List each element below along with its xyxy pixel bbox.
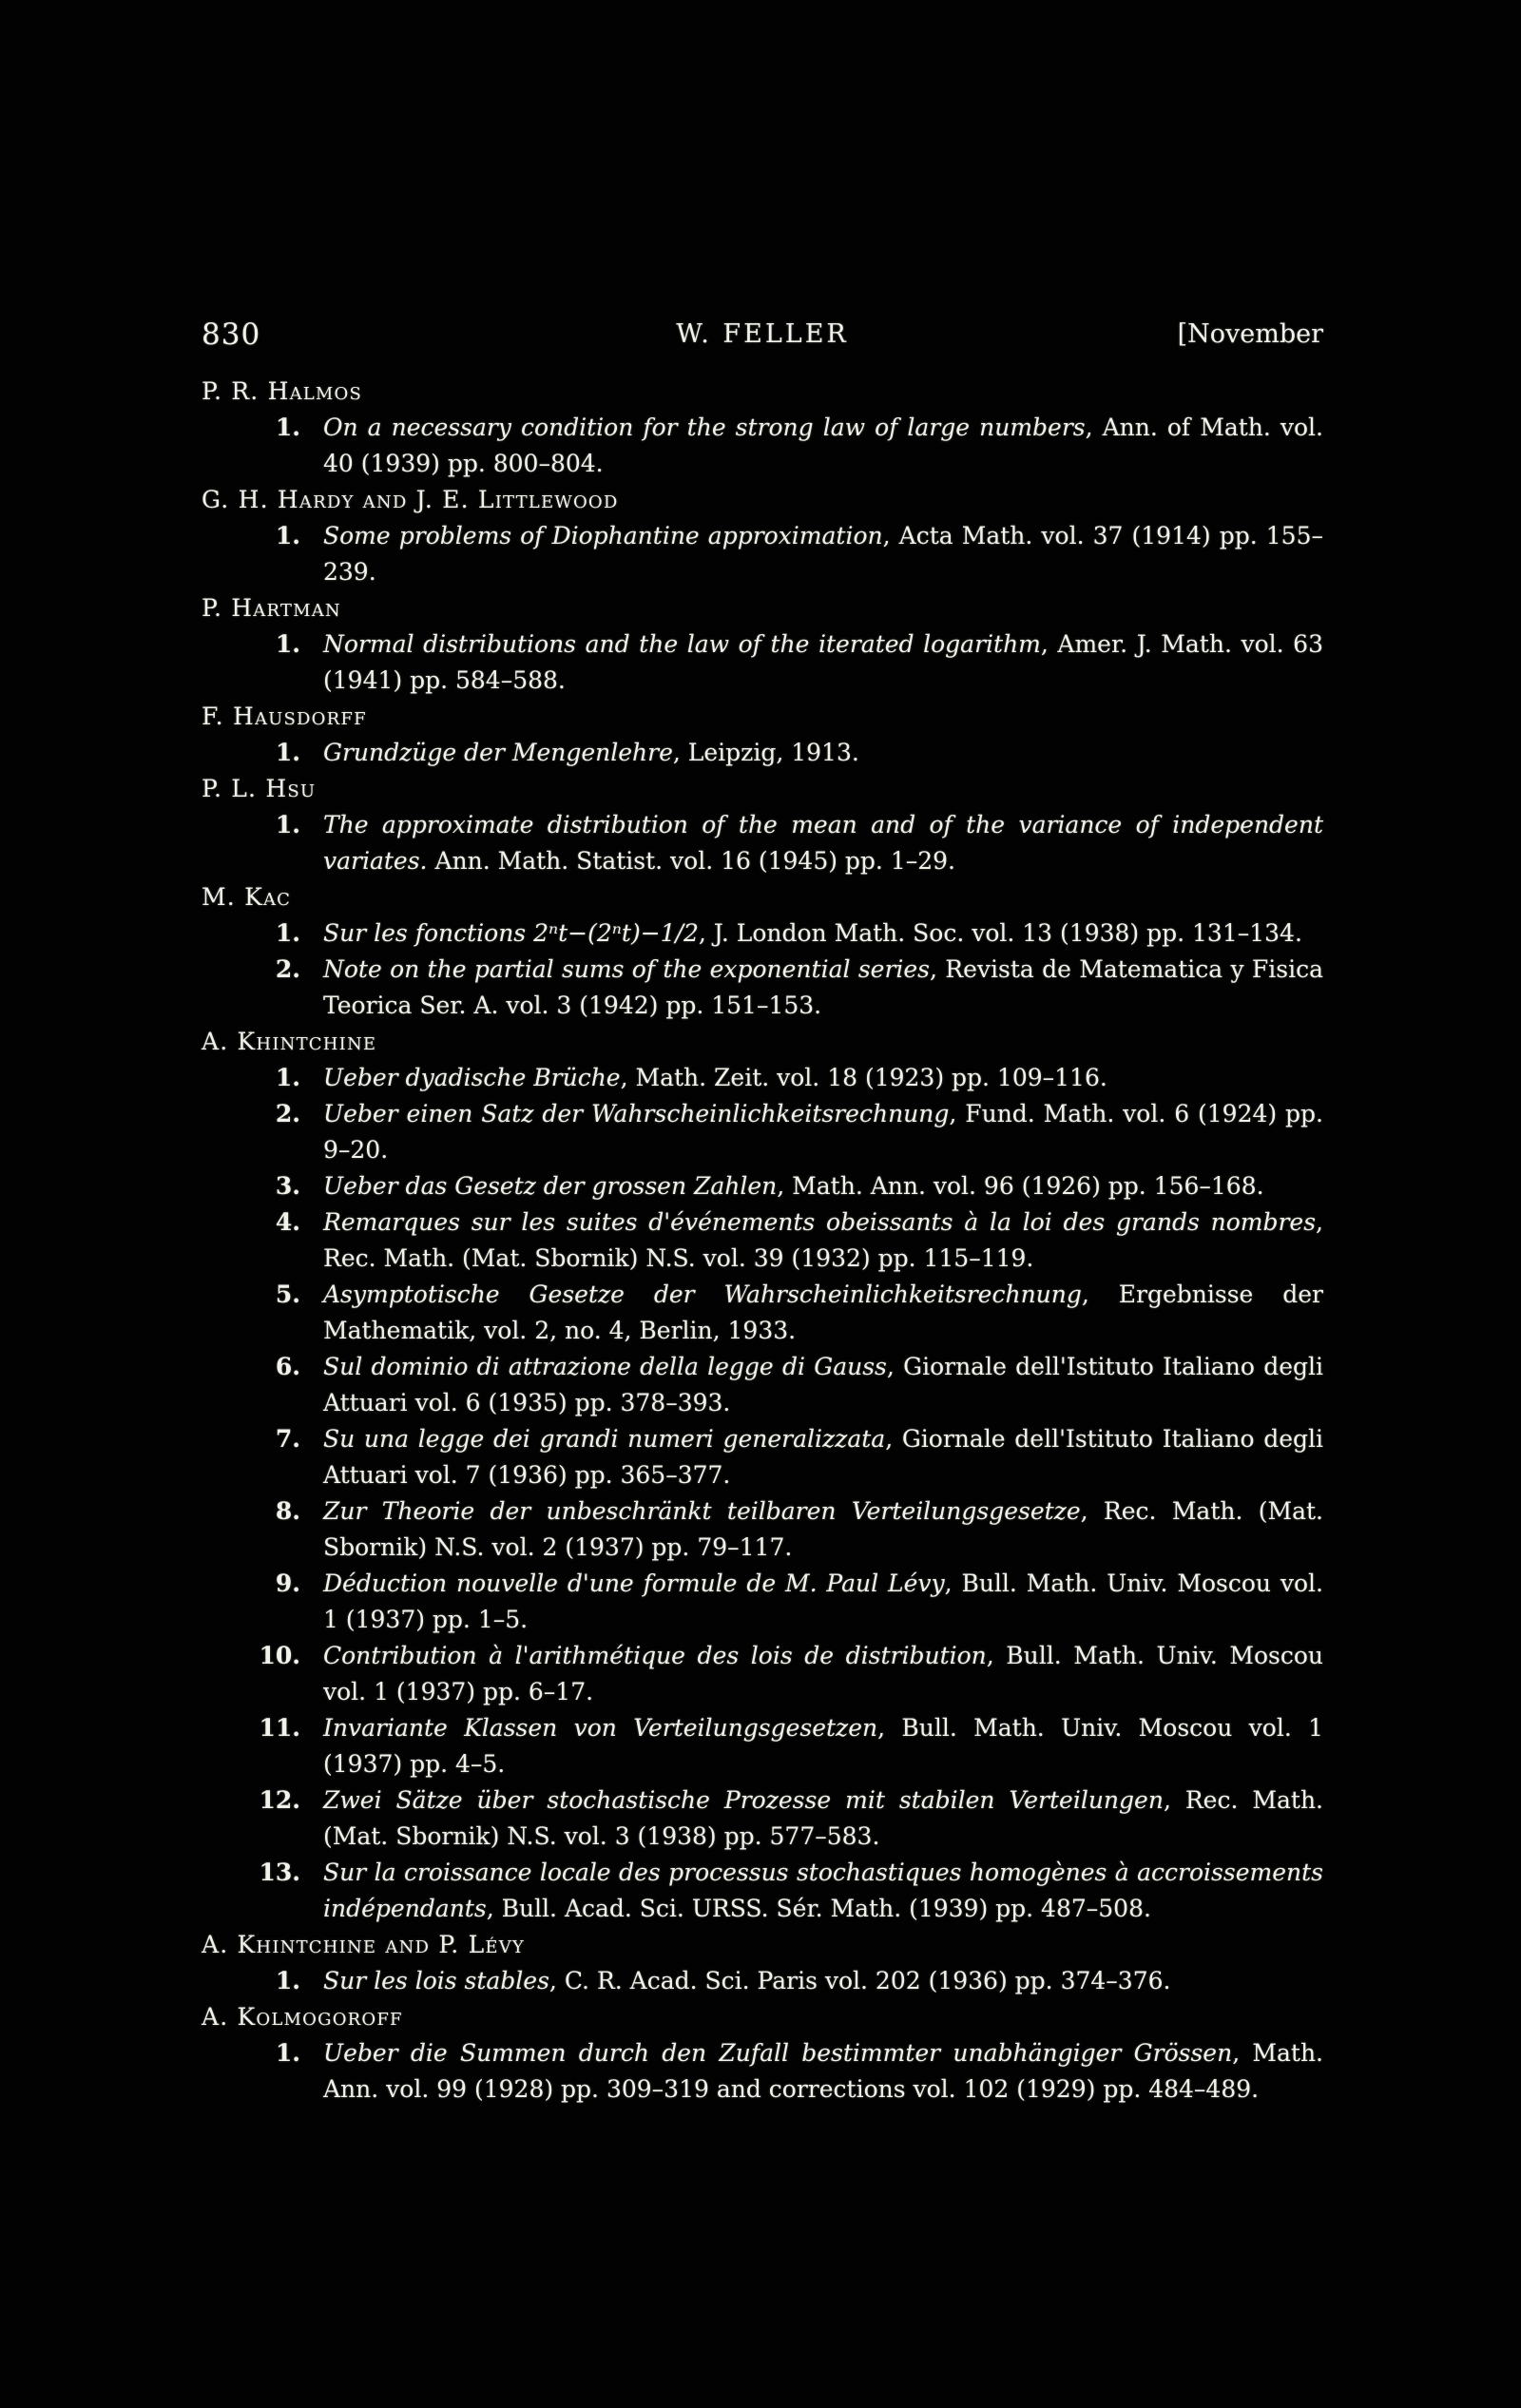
entry-list [202, 807, 1323, 879]
author-heading: F. Hausdorff [202, 703, 367, 730]
entry-title: Ueber das Gesetz der grossen Zahlen [323, 1172, 778, 1200]
entry-text [323, 1497, 1323, 1561]
entry-title: Asymptotische Gesetze der Wahrscheinlichkeitsrechnung [323, 1281, 1082, 1308]
entry-title: Sul dominio di attrazione della legge di Gauss [323, 1353, 887, 1380]
entry-number: 2. [275, 1100, 300, 1127]
entry-citation: , Bull. Math. Univ. Moscou vol. 1 (1937) pp. 4–5. [323, 1714, 1323, 1778]
bibliography-entry [202, 1277, 1323, 1349]
author-heading: P. L. Hsu [202, 775, 317, 802]
entry-title: Note on the partial sums of the exponential series [323, 955, 931, 983]
entry-number: 13. [259, 1859, 300, 1886]
entry-number: 4. [275, 1208, 300, 1236]
entry-list [202, 626, 1323, 699]
author-heading: A. Khintchine [202, 1028, 377, 1055]
entry-text [323, 1100, 1323, 1164]
bibliography-section [202, 879, 1323, 1024]
bibliography-entry [202, 2035, 1323, 2108]
entry-text [323, 1281, 1323, 1344]
entry-citation: , Ergebnisse der Mathematik, vol. 2, no. 4, Berlin, 1933. [323, 1281, 1323, 1344]
entry-citation: , J. London Math. Soc. vol. 13 (1938) pp. 131–134. [698, 919, 1302, 947]
bibliography-section [202, 1999, 1323, 2108]
entry-title: Invariante Klassen von Verteilungsgesetzen [323, 1714, 878, 1742]
entry-text [323, 1570, 1323, 1633]
entry-number: 1. [275, 739, 300, 766]
entry-number: 1. [275, 2039, 300, 2067]
entry-citation: , Ann. of Math. vol. 40 (1939) pp. 800–804. [323, 414, 1323, 477]
bibliography-entry [202, 952, 1323, 1024]
bibliography-entry [202, 1493, 1323, 1566]
entry-text [323, 811, 1323, 875]
entry-text [323, 1859, 1323, 1922]
entry-title: Déduction nouvelle d'une formule de M. Paul Lévy [323, 1570, 945, 1597]
bibliography-entry [202, 1060, 1323, 1096]
entry-text [323, 1714, 1323, 1778]
entry-citation: , Math. Ann. vol. 99 (1928) pp. 309–319 and corrections vol. 102 (1929) pp. 484–489. [323, 2039, 1324, 2103]
bibliography [202, 374, 1323, 2108]
issue-label: [November [1177, 319, 1323, 349]
entry-number: 1. [275, 811, 300, 838]
entry-citation: , Fund. Math. vol. 6 (1924) pp. 9–20. [323, 1100, 1323, 1164]
entry-text [323, 414, 1323, 477]
entry-title: Ueber dyadische Brüche [323, 1064, 621, 1091]
bibliography-section [202, 1927, 1323, 1999]
bibliography-section [202, 1024, 1323, 1927]
bibliography-entry [202, 1096, 1323, 1168]
author-heading: P. R. Halmos [202, 377, 363, 405]
entry-number: 1. [275, 414, 300, 441]
author-heading: M. Kac [202, 883, 292, 911]
entry-list [202, 410, 1323, 482]
entry-title: Ueber die Summen durch den Zufall bestimmter unabhängiger Grössen [323, 2039, 1233, 2067]
entry-title: Normal distributions and the law of the iterated logarithm [323, 630, 1041, 658]
entry-text [323, 630, 1323, 694]
bibliography-section [202, 590, 1323, 699]
entry-text [323, 1642, 1323, 1705]
entry-citation: , Giornale dell'Istituto Italiano degli Attuari vol. 6 (1935) pp. 378–393. [323, 1353, 1323, 1416]
entry-title: Some problems of Diophantine approximation [323, 522, 883, 549]
entry-list [202, 735, 1323, 771]
entry-text [323, 2039, 1323, 2103]
bibliography-entry [202, 1963, 1323, 1999]
bibliography-entry [202, 410, 1323, 482]
bibliography-entry [202, 518, 1323, 590]
entry-text [323, 1353, 1323, 1416]
entry-text [323, 1208, 1323, 1272]
author-heading: G. H. Hardy and J. E. Littlewood [202, 486, 619, 513]
entry-number: 10. [259, 1642, 300, 1669]
entry-text [323, 1064, 1107, 1091]
bibliography-entry [202, 1855, 1323, 1927]
page-number: 830 [202, 318, 261, 352]
entry-citation: , Rec. Math. (Mat. Sbornik) N.S. vol. 3 (1938) pp. 577–583. [323, 1786, 1324, 1850]
bibliography-section [202, 482, 1323, 590]
entry-title: Zur Theorie der unbeschränkt teilbaren Verteilungsgesetze [323, 1497, 1081, 1525]
entry-number: 1. [275, 1064, 300, 1091]
bibliography-entry [202, 626, 1323, 699]
entry-title: Contribution à l'arithmétique des lois de distribution [323, 1642, 987, 1669]
entry-citation: Ann. Math. Statist. vol. 16 (1945) pp. 1–29. [427, 847, 955, 875]
entry-citation: , Bull. Acad. Sci. URSS. Sér. Math. (1939) pp. 487–508. [486, 1895, 1151, 1922]
bibliography-entry [202, 1638, 1323, 1710]
entry-text [323, 1425, 1323, 1489]
entry-title: The approximate distribution of the mean and of the variance of independent variates. [323, 811, 1323, 875]
bibliography-section [202, 699, 1323, 771]
entry-number: 7. [275, 1425, 300, 1453]
author-heading: P. Hartman [202, 594, 341, 622]
running-head [202, 315, 1323, 355]
entry-number: 5. [275, 1281, 300, 1308]
entry-title: Su una legge dei grandi numeri generalizzata [323, 1425, 886, 1453]
entry-text [323, 522, 1323, 586]
entry-number: 1. [275, 522, 300, 549]
bibliography-entry [202, 1349, 1323, 1421]
entry-text [323, 955, 1323, 1019]
entry-citation: , Rec. Math. (Mat. Sbornik) N.S. vol. 39 (1932) pp. 115–119. [323, 1208, 1323, 1272]
bibliography-section [202, 771, 1323, 879]
entry-citation: , Amer. J. Math. vol. 63 (1941) pp. 584–588. [323, 630, 1323, 694]
entry-number: 9. [275, 1570, 300, 1597]
entry-number: 1. [275, 1967, 300, 1994]
entry-title: Ueber einen Satz der Wahrscheinlichkeitsrechnung [323, 1100, 950, 1127]
bibliography-entry [202, 1566, 1323, 1638]
entry-citation: , Rec. Math. (Mat. Sbornik) N.S. vol. 2 (1937) pp. 79–117. [323, 1497, 1323, 1561]
entry-text [323, 1967, 1170, 1994]
entry-text [323, 1172, 1264, 1200]
entry-citation: , Bull. Math. Univ. Moscou vol. 1 (1937) pp. 1–5. [323, 1570, 1323, 1633]
entry-citation: , C. R. Acad. Sci. Paris vol. 202 (1936) pp. 374–376. [549, 1967, 1171, 1994]
entry-number: 12. [259, 1786, 300, 1814]
entry-citation: , Giornale dell'Istituto Italiano degli Attuari vol. 7 (1936) pp. 365–377. [323, 1425, 1323, 1489]
bibliography-entry [202, 1421, 1323, 1493]
entry-citation: , Math. Zeit. vol. 18 (1923) pp. 109–116. [620, 1064, 1107, 1091]
entry-title: Sur la croissance locale des processus stochastiques homogènes à accroissements indépendants [323, 1859, 1323, 1922]
entry-text [323, 919, 1302, 947]
author-heading: A. Kolmogoroff [202, 2003, 403, 2031]
entry-text [323, 739, 859, 766]
entry-list [202, 1963, 1323, 1999]
bibliography-section [202, 374, 1323, 482]
entry-title: On a necessary condition for the strong law of large numbers [323, 414, 1086, 441]
entry-title: Grundzüge der Mengenlehre [323, 739, 673, 766]
entry-citation: , Revista de Matematica y Fisica Teorica Ser. A. vol. 3 (1942) pp. 151–153. [323, 955, 1323, 1019]
entry-list [202, 2035, 1323, 2108]
entry-list [202, 1060, 1323, 1927]
entry-number: 6. [275, 1353, 300, 1380]
bibliography-entry [202, 915, 1323, 952]
entry-number: 3. [275, 1172, 300, 1200]
entry-title: Sur les fonctions 2ⁿt−(2ⁿt)−1/2 [323, 919, 699, 947]
bibliography-entry [202, 1168, 1323, 1204]
entry-citation: , Leipzig, 1913. [672, 739, 859, 766]
entry-citation: , Bull. Math. Univ. Moscou vol. 1 (1937) pp. 6–17. [323, 1642, 1323, 1705]
entry-citation: , Acta Math. vol. 37 (1914) pp. 155–239. [323, 522, 1323, 586]
entry-title: Zwei Sätze über stochastische Prozesse mit stabilen Verteilungen [323, 1786, 1164, 1814]
entry-number: 1. [275, 630, 300, 658]
bibliography-entry [202, 1782, 1323, 1855]
entry-citation: , Math. Ann. vol. 96 (1926) pp. 156–168. [777, 1172, 1264, 1200]
entry-number: 11. [259, 1714, 300, 1742]
bibliography-entry [202, 1710, 1323, 1782]
entry-list [202, 915, 1323, 1024]
author-heading: A. Khintchine and P. Lévy [202, 1931, 526, 1958]
bibliography-entry [202, 735, 1323, 771]
entry-title: Sur les lois stables [323, 1967, 549, 1994]
bibliography-entry [202, 1204, 1323, 1277]
entry-number: 2. [275, 955, 300, 983]
entry-number: 8. [275, 1497, 300, 1525]
bibliography-entry [202, 807, 1323, 879]
entry-text [323, 1786, 1323, 1850]
running-title: W. FELLER [676, 319, 849, 349]
entry-title: Remarques sur les suites d'événements obeissants à la loi des grands nombres [323, 1208, 1317, 1236]
entry-list [202, 518, 1323, 590]
entry-number: 1. [275, 919, 300, 947]
